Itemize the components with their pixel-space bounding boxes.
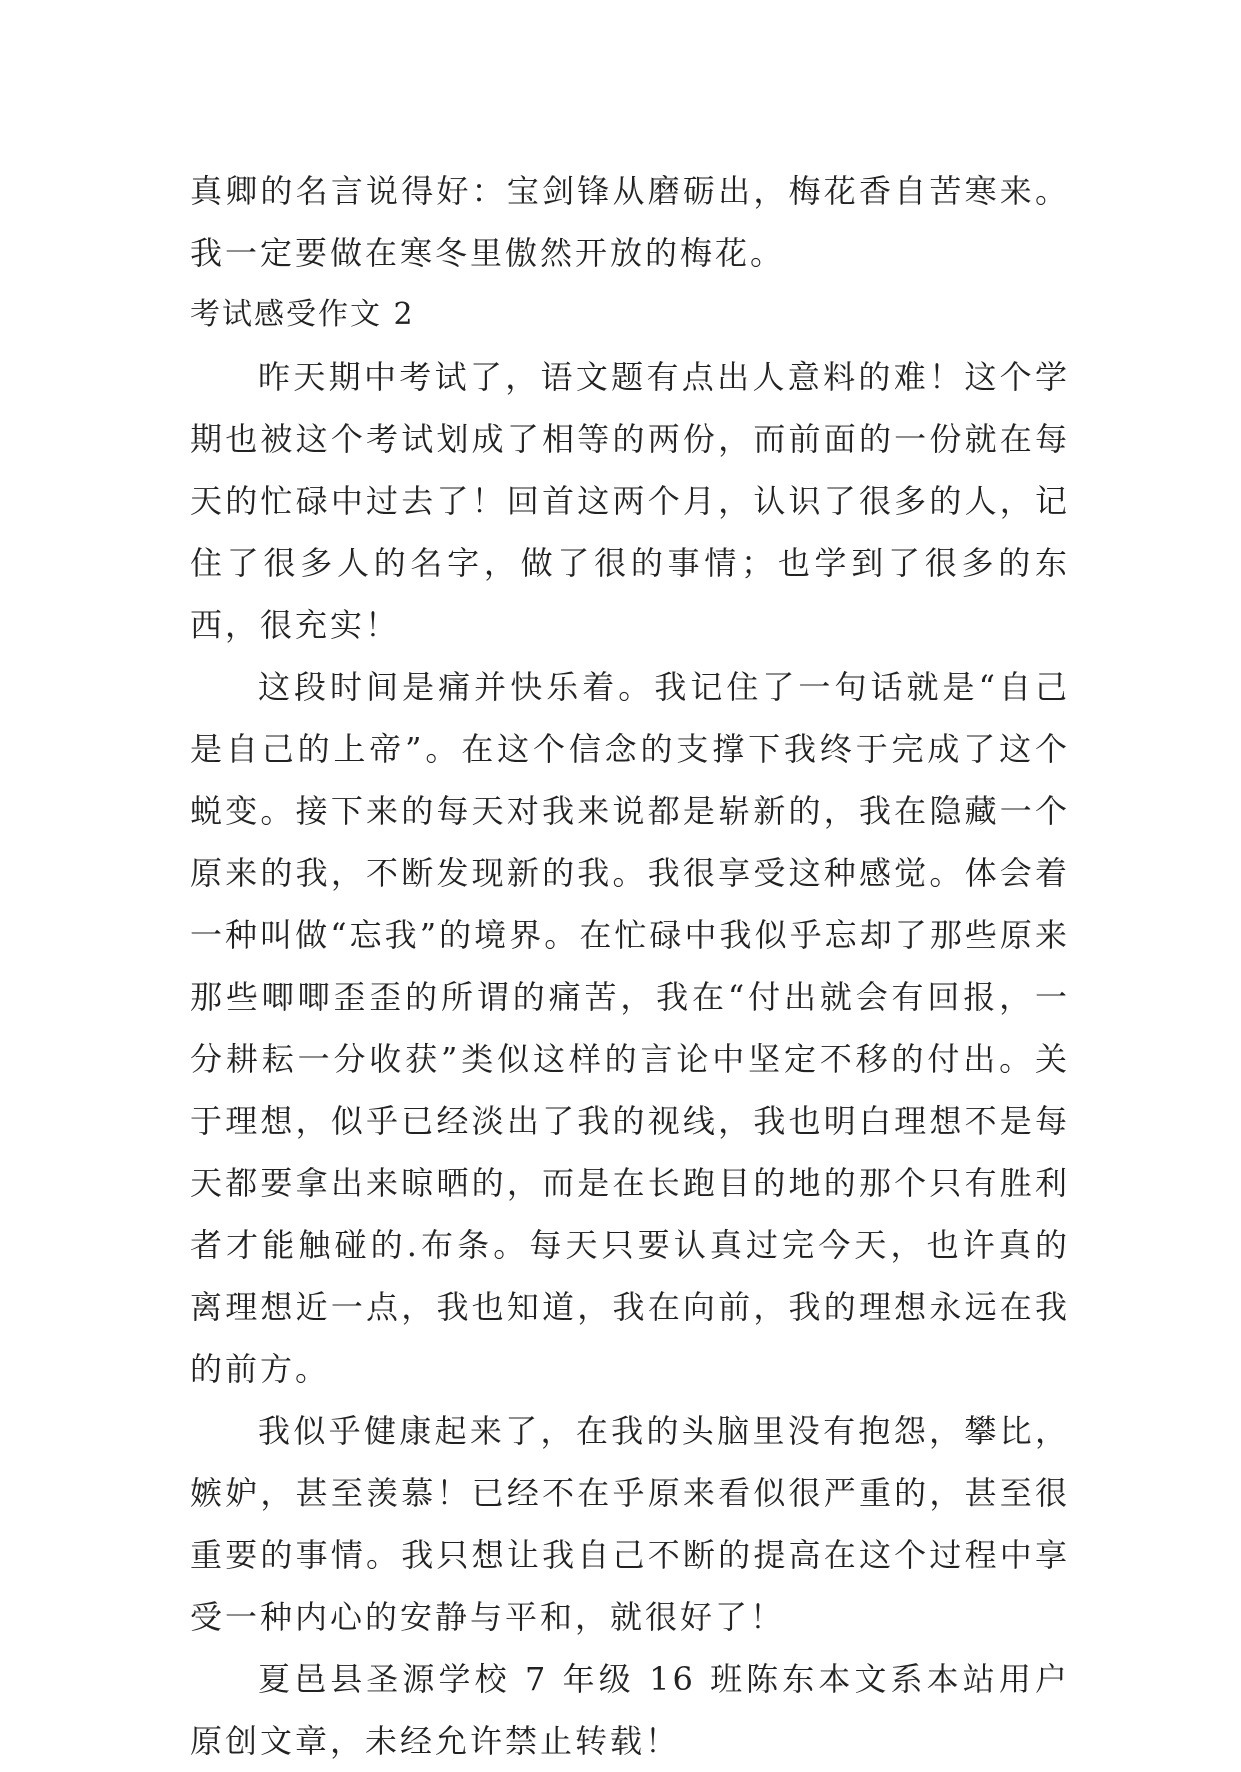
- body-paragraph: 这段时间是痛并快乐着。我记住了一句话就是“自己是自己的上帝”。在这个信念的支撑下我终于完成了这个蜕变。接下来的每天对我来说都是崭新的，我在隐藏一个原来的我，不断发现新的我。我很享受这种感觉。体会着一种叫做“忘我”的境界。在忙碌中我似乎忘却了那些原来那些唧唧歪歪的所谓的痛苦，我在“付出就会有回报，一分耕耘一分收获”类似这样的言论中坚定不移的付出。关于理想，似乎已经淡出了我的视线，我也明白理想不是每天都要拿出来晾晒的，而是在长跑目的地的那个只有胜利者才能触碰的.布条。每天只要认真过完今天，也许真的离理想近一点，我也知道，我在向前，我的理想永远在我的前方。: [190, 668, 1070, 1388]
- document-page: [190, 160, 1070, 1772]
- source-note-paragraph: 夏邑县圣源学校 7 年级 16 班陈东本文系本站用户原创文章，未经允许禁止转载！: [190, 1660, 1070, 1760]
- body-paragraph: 昨天期中考试了，语文题有点出人意料的难！这个学期也被这个考试划成了相等的两份，而前面的一份就在每天的忙碌中过去了！回首这两个月，认识了很多的人，记住了很多人的名字，做了很的事情；也学到了很多的东西，很充实！: [190, 358, 1070, 644]
- body-paragraph: 我似乎健康起来了，在我的头脑里没有抱怨，攀比，嫉妒，甚至羡慕！已经不在乎原来看似很严重的，甚至很重要的事情。我只想让我自己不断的提高在这个过程中享受一种内心的安静与平和，就很好了！: [190, 1412, 1070, 1636]
- essay-title: 考试感受作文 2: [190, 297, 415, 332]
- intro-paragraph: 真卿的名言说得好：宝剑锋从磨砺出，梅花香自苦寒来。我一定要做在寒冬里傲然开放的梅花。: [190, 172, 1070, 272]
